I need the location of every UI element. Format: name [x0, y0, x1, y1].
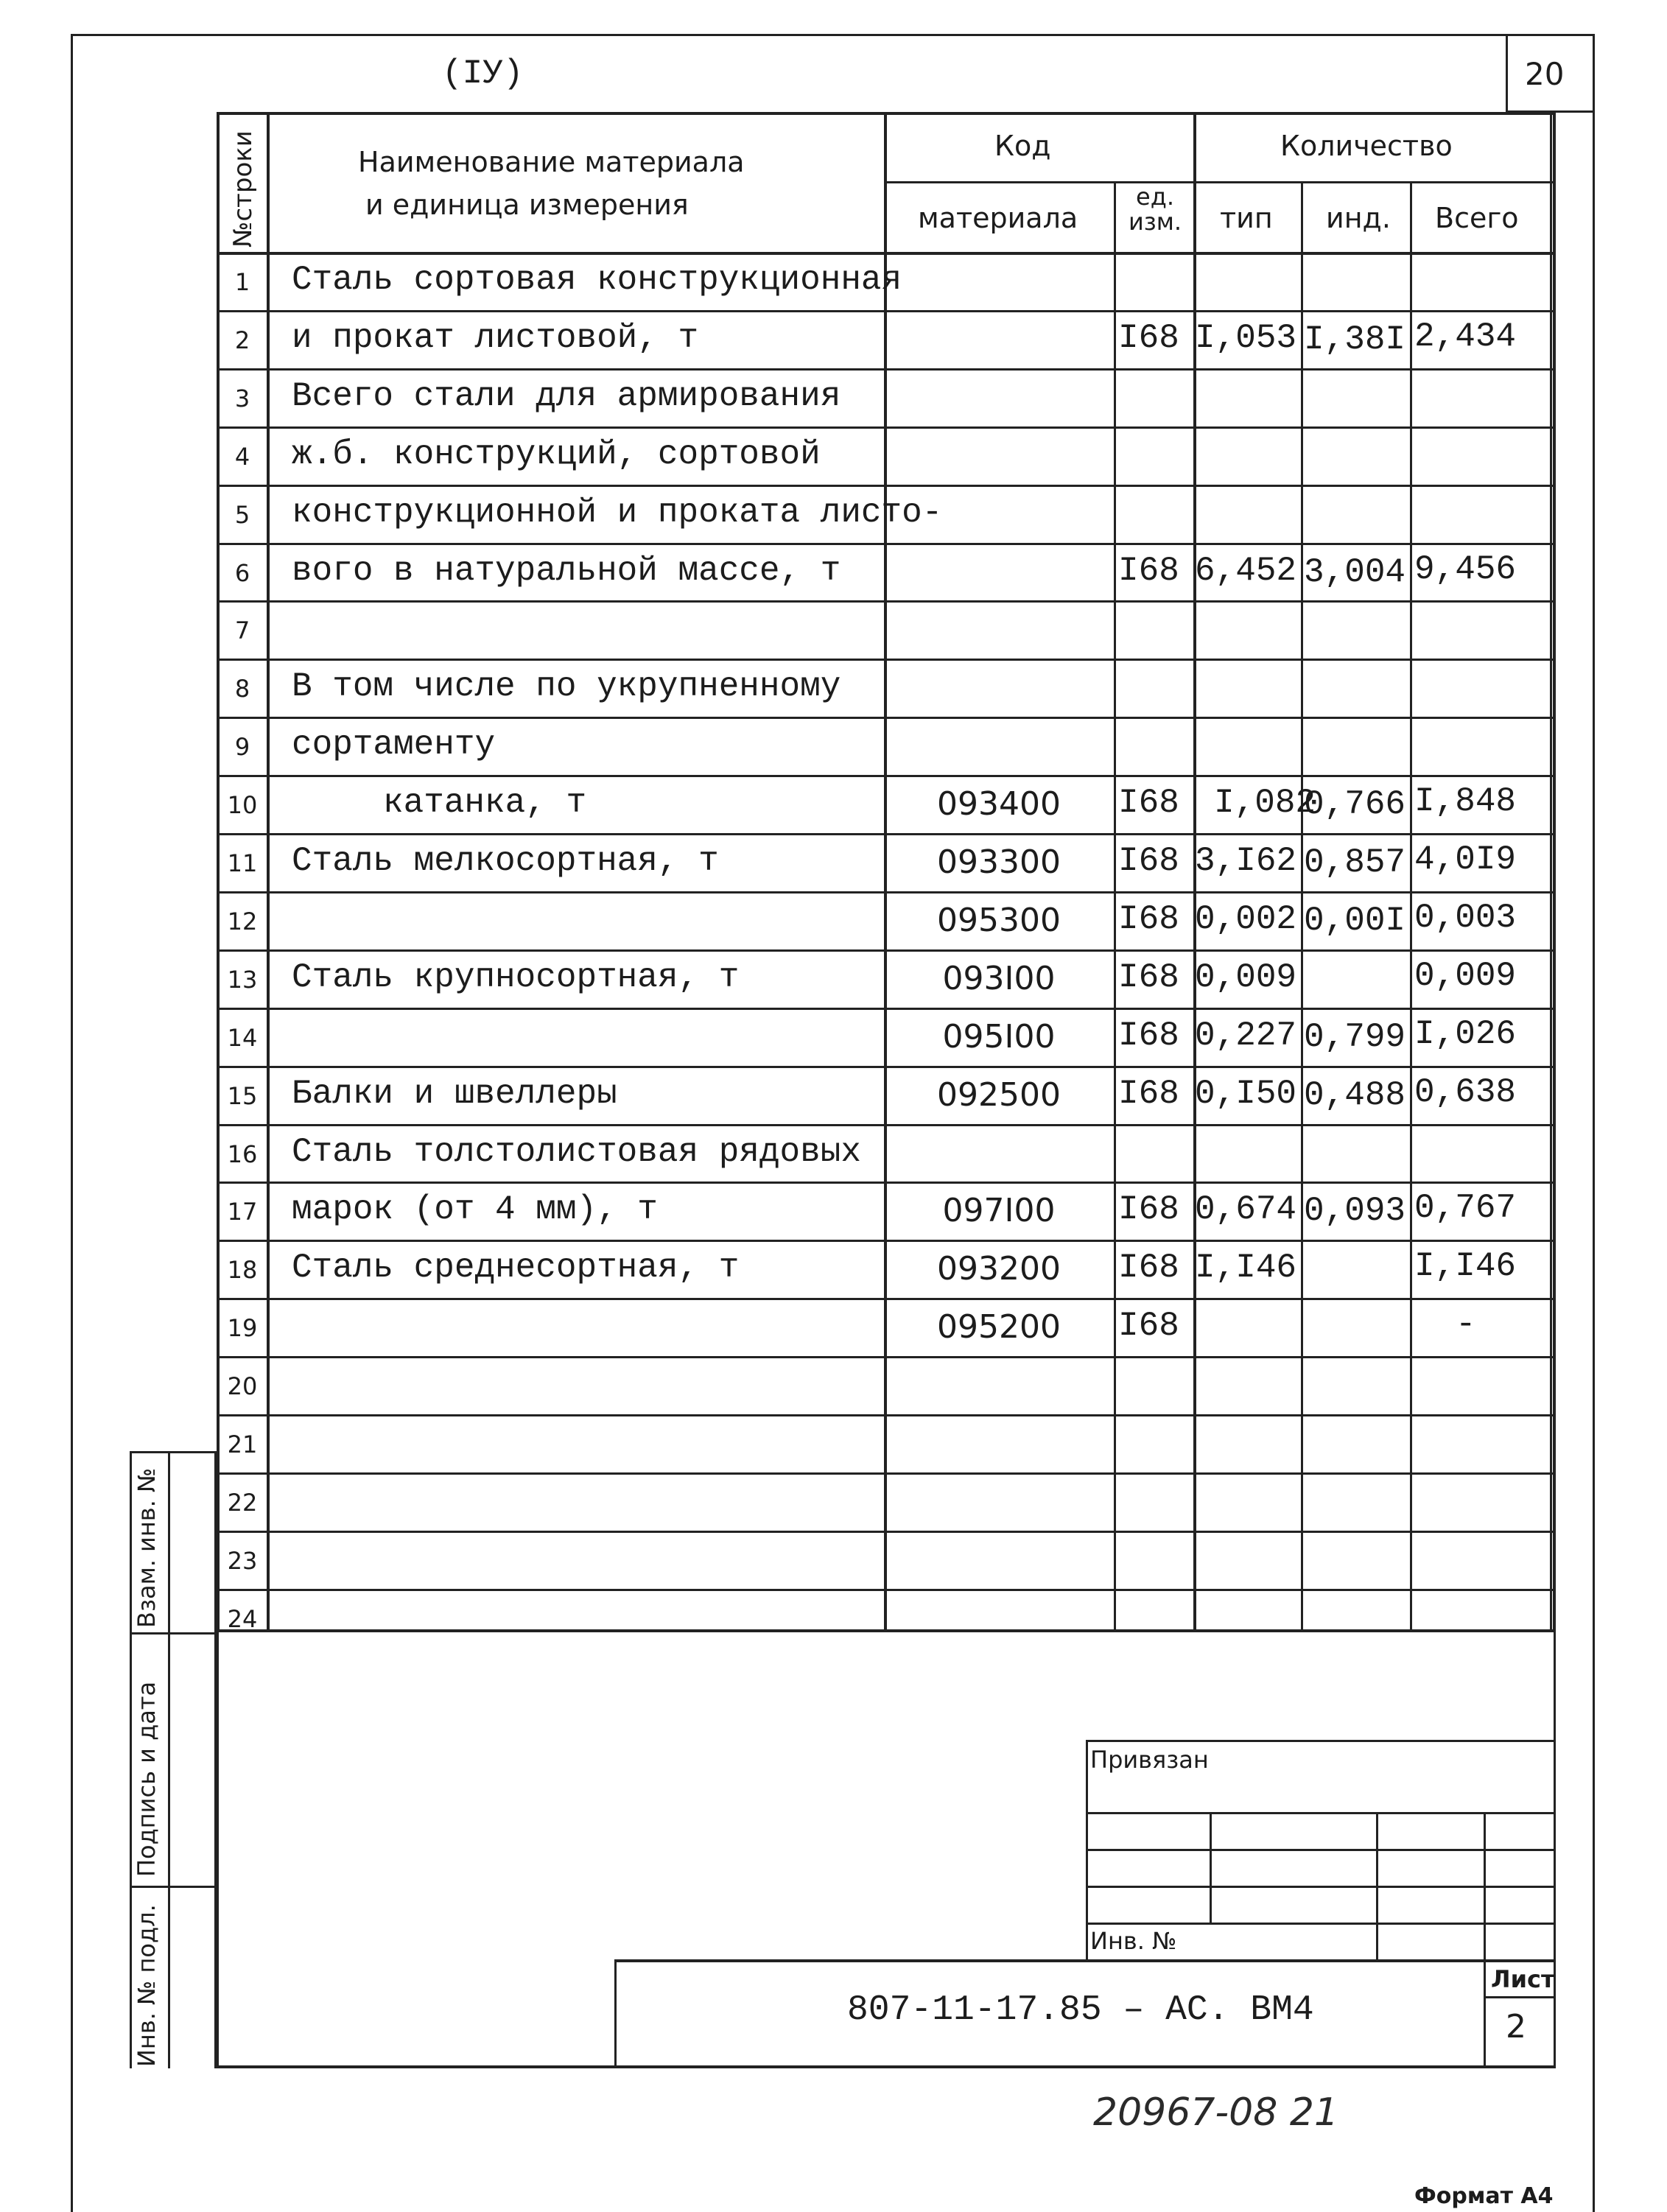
row-material-name: Сталь мелкосортная, т — [292, 842, 719, 880]
row-number: 4 — [234, 443, 250, 471]
col-name-header-2: и единица измерения — [365, 189, 689, 221]
row-qty-type: I,082 — [1214, 784, 1316, 822]
row-material-code: 093300 — [937, 843, 1061, 881]
row-material-name: катанка, т — [383, 784, 587, 822]
row-material-name: Сталь сортовая конструкционная — [292, 261, 902, 299]
row-material-code: 092500 — [937, 1076, 1061, 1114]
row-divider — [217, 1589, 1556, 1591]
row-number: 2 — [234, 326, 250, 354]
row-qty-type: 0,009 — [1195, 958, 1297, 997]
row-material-name: ж.б. конструкций, сортовой — [292, 435, 821, 474]
row-material-name: В том числе по укрупненному — [292, 667, 841, 706]
col-name-header-1: Наименование материала — [358, 146, 745, 178]
row-divider — [217, 1414, 1556, 1416]
col-code-unit-header: ед. изм. — [1128, 183, 1182, 236]
row-material-code: 093I00 — [942, 960, 1056, 997]
row-divider — [217, 543, 1556, 545]
row-qty-type: 3,I62 — [1195, 842, 1297, 880]
row-material-name: Всего стали для армирования — [292, 377, 841, 415]
side-stamp-divider — [168, 1451, 170, 2068]
row-number: 3 — [234, 385, 250, 412]
page-frame-right — [1593, 34, 1595, 2212]
row-unit-code: I68 — [1118, 958, 1179, 997]
row-material-name: и прокат листовой, т — [292, 319, 699, 357]
row-qty-ind: 0,857 — [1304, 843, 1406, 882]
row-unit-code: I68 — [1118, 1190, 1179, 1229]
row-qty-ind: 0,093 — [1304, 1192, 1406, 1230]
row-qty-type: 0,002 — [1195, 900, 1297, 938]
col-code-material-header: материала — [918, 202, 1078, 234]
row-material-code: 093400 — [937, 785, 1061, 823]
row-number: 20 — [227, 1372, 258, 1400]
col-line-2 — [884, 112, 887, 1632]
row-qty-total: - — [1456, 1305, 1476, 1344]
row-qty-ind: 0,00I — [1304, 902, 1406, 940]
archive-number: 20967-08 21 — [1093, 2090, 1339, 2135]
row-number: 18 — [227, 1256, 258, 1284]
row-number: 11 — [227, 849, 258, 877]
row-qty-total: I,848 — [1414, 782, 1517, 821]
row-unit-code: I68 — [1118, 1307, 1179, 1345]
designation-text: 807-11-17.85 – АС. ВМ4 — [847, 1990, 1314, 2030]
row-number: 13 — [227, 966, 258, 994]
row-unit-code: I68 — [1118, 1017, 1179, 1055]
row-qty-total: 2,434 — [1414, 317, 1517, 356]
privyazan-label: Привязан — [1090, 1746, 1209, 1774]
row-number: 24 — [227, 1605, 258, 1633]
row-unit-code: I68 — [1118, 900, 1179, 938]
header-subline — [884, 181, 1553, 183]
row-qty-ind: 0,766 — [1304, 785, 1406, 824]
side-stamp-podpis: Подпись и дата — [133, 1681, 161, 1877]
row-qty-total: 4,0I9 — [1414, 840, 1517, 879]
side-stamp-line-1 — [130, 1451, 217, 1453]
row-divider — [217, 717, 1556, 719]
row-number: 8 — [234, 675, 250, 703]
row-divider — [217, 659, 1556, 661]
privyazan-col-1 — [1210, 1812, 1212, 1923]
row-material-code: 095I00 — [942, 1018, 1056, 1056]
row-material-code: 093200 — [937, 1250, 1061, 1288]
privyazan-col-3 — [1484, 1812, 1486, 1959]
page-number: 20 — [1525, 56, 1565, 92]
sheet-col-line — [1484, 1959, 1486, 2068]
row-number: 22 — [227, 1489, 258, 1517]
row-number: 19 — [227, 1314, 258, 1342]
row-qty-total: 0,638 — [1414, 1073, 1517, 1112]
row-divider — [217, 891, 1556, 893]
row-number: 7 — [234, 617, 250, 645]
col-qty-total-header: Всего — [1435, 202, 1519, 234]
row-qty-total: 0,009 — [1414, 957, 1517, 995]
side-stamp-line-3 — [130, 1886, 217, 1888]
col-code-header: Код — [994, 130, 1051, 162]
sheet-number: 2 — [1506, 2008, 1526, 2046]
row-material-name: Сталь крупносортная, т — [292, 958, 740, 997]
row-divider — [217, 310, 1556, 312]
row-qty-ind: 0,488 — [1304, 1076, 1406, 1114]
row-divider — [217, 1240, 1556, 1242]
row-divider — [217, 1298, 1556, 1300]
section-label: (IУ) — [442, 55, 524, 93]
row-qty-type: 6,452 — [1195, 552, 1297, 590]
row-divider — [217, 833, 1556, 835]
side-stamp-vzam: Взам. инв. № — [133, 1467, 161, 1628]
page-frame-left — [71, 34, 73, 2212]
row-qty-ind: I,38I — [1304, 320, 1406, 359]
col-line-7 — [1550, 112, 1552, 1632]
row-material-name: Сталь толстолистовая рядовых — [292, 1133, 861, 1171]
row-unit-code: I68 — [1118, 1249, 1179, 1287]
row-unit-code: I68 — [1118, 1075, 1179, 1113]
row-qty-type: 0,227 — [1195, 1017, 1297, 1055]
row-qty-total: 0,767 — [1414, 1189, 1517, 1227]
row-number: 23 — [227, 1547, 258, 1575]
row-divider — [217, 949, 1556, 952]
side-stamp-line-2 — [130, 1632, 217, 1635]
row-divider — [217, 485, 1556, 487]
row-number: 10 — [227, 791, 258, 819]
row-divider — [217, 426, 1556, 429]
page-frame-top — [71, 34, 1593, 36]
row-number: 14 — [227, 1024, 258, 1052]
row-unit-code: I68 — [1118, 784, 1179, 822]
row-number: 17 — [227, 1198, 258, 1226]
row-material-code: 097I00 — [942, 1192, 1056, 1229]
side-stamp-inv-podl: Инв. № подл. — [133, 1904, 161, 2067]
row-qty-total: 0,003 — [1414, 899, 1517, 937]
row-number: 9 — [234, 733, 250, 761]
col-quantity-header: Количество — [1280, 130, 1453, 162]
row-number: 15 — [227, 1082, 258, 1110]
sheet-row-line — [1484, 1996, 1556, 1998]
header-bottom — [217, 252, 1556, 255]
inv-no-label: Инв. № — [1090, 1927, 1177, 1955]
row-material-name: вого в натуральной массе, т — [292, 552, 841, 590]
col-qty-ind-header: инд. — [1326, 202, 1391, 234]
row-unit-code: I68 — [1118, 319, 1179, 357]
row-unit-code: I68 — [1118, 842, 1179, 880]
row-number: 21 — [227, 1430, 258, 1458]
col-qty-type-header: тип — [1220, 202, 1273, 234]
row-unit-code: I68 — [1118, 552, 1179, 590]
row-divider — [217, 775, 1556, 777]
row-number: 5 — [234, 501, 250, 529]
row-qty-ind: 3,004 — [1304, 553, 1406, 591]
row-qty-total: 9,456 — [1414, 550, 1517, 589]
row-material-code: 095200 — [937, 1308, 1061, 1346]
row-qty-total: I,026 — [1414, 1015, 1517, 1053]
sheet-label: Лист — [1491, 1965, 1555, 1993]
row-material-name: Сталь среднесортная, т — [292, 1249, 740, 1287]
row-qty-type: 0,674 — [1195, 1190, 1297, 1229]
row-divider — [217, 1182, 1556, 1184]
row-material-name: марок (от 4 мм), т — [292, 1190, 658, 1229]
row-divider — [217, 1008, 1556, 1010]
row-qty-type: 0,I50 — [1195, 1075, 1297, 1113]
row-divider — [217, 1531, 1556, 1533]
row-qty-type: I,053 — [1195, 319, 1297, 357]
row-divider — [217, 600, 1556, 603]
row-number: 1 — [234, 268, 250, 296]
row-material-name: сортаменту — [292, 726, 496, 764]
row-number: 6 — [234, 559, 250, 587]
privyazan-col-2 — [1376, 1812, 1378, 1959]
row-divider — [217, 1066, 1556, 1068]
row-qty-total: I,I46 — [1414, 1247, 1517, 1285]
row-number: 16 — [227, 1140, 258, 1168]
row-material-code: 095300 — [937, 902, 1061, 939]
row-material-name: Балки и швеллеры — [292, 1075, 617, 1113]
row-divider — [217, 1472, 1556, 1475]
format-label: Формат А4 — [1414, 2183, 1554, 2209]
row-qty-type: I,I46 — [1195, 1249, 1297, 1287]
row-divider — [217, 1356, 1556, 1358]
row-material-name: конструкционной и проката листо- — [292, 494, 943, 532]
col-row-no-header: №строки — [228, 130, 258, 247]
row-divider — [217, 1124, 1556, 1126]
row-qty-ind: 0,799 — [1304, 1018, 1406, 1056]
row-number: 12 — [227, 907, 258, 935]
row-divider — [217, 368, 1556, 371]
